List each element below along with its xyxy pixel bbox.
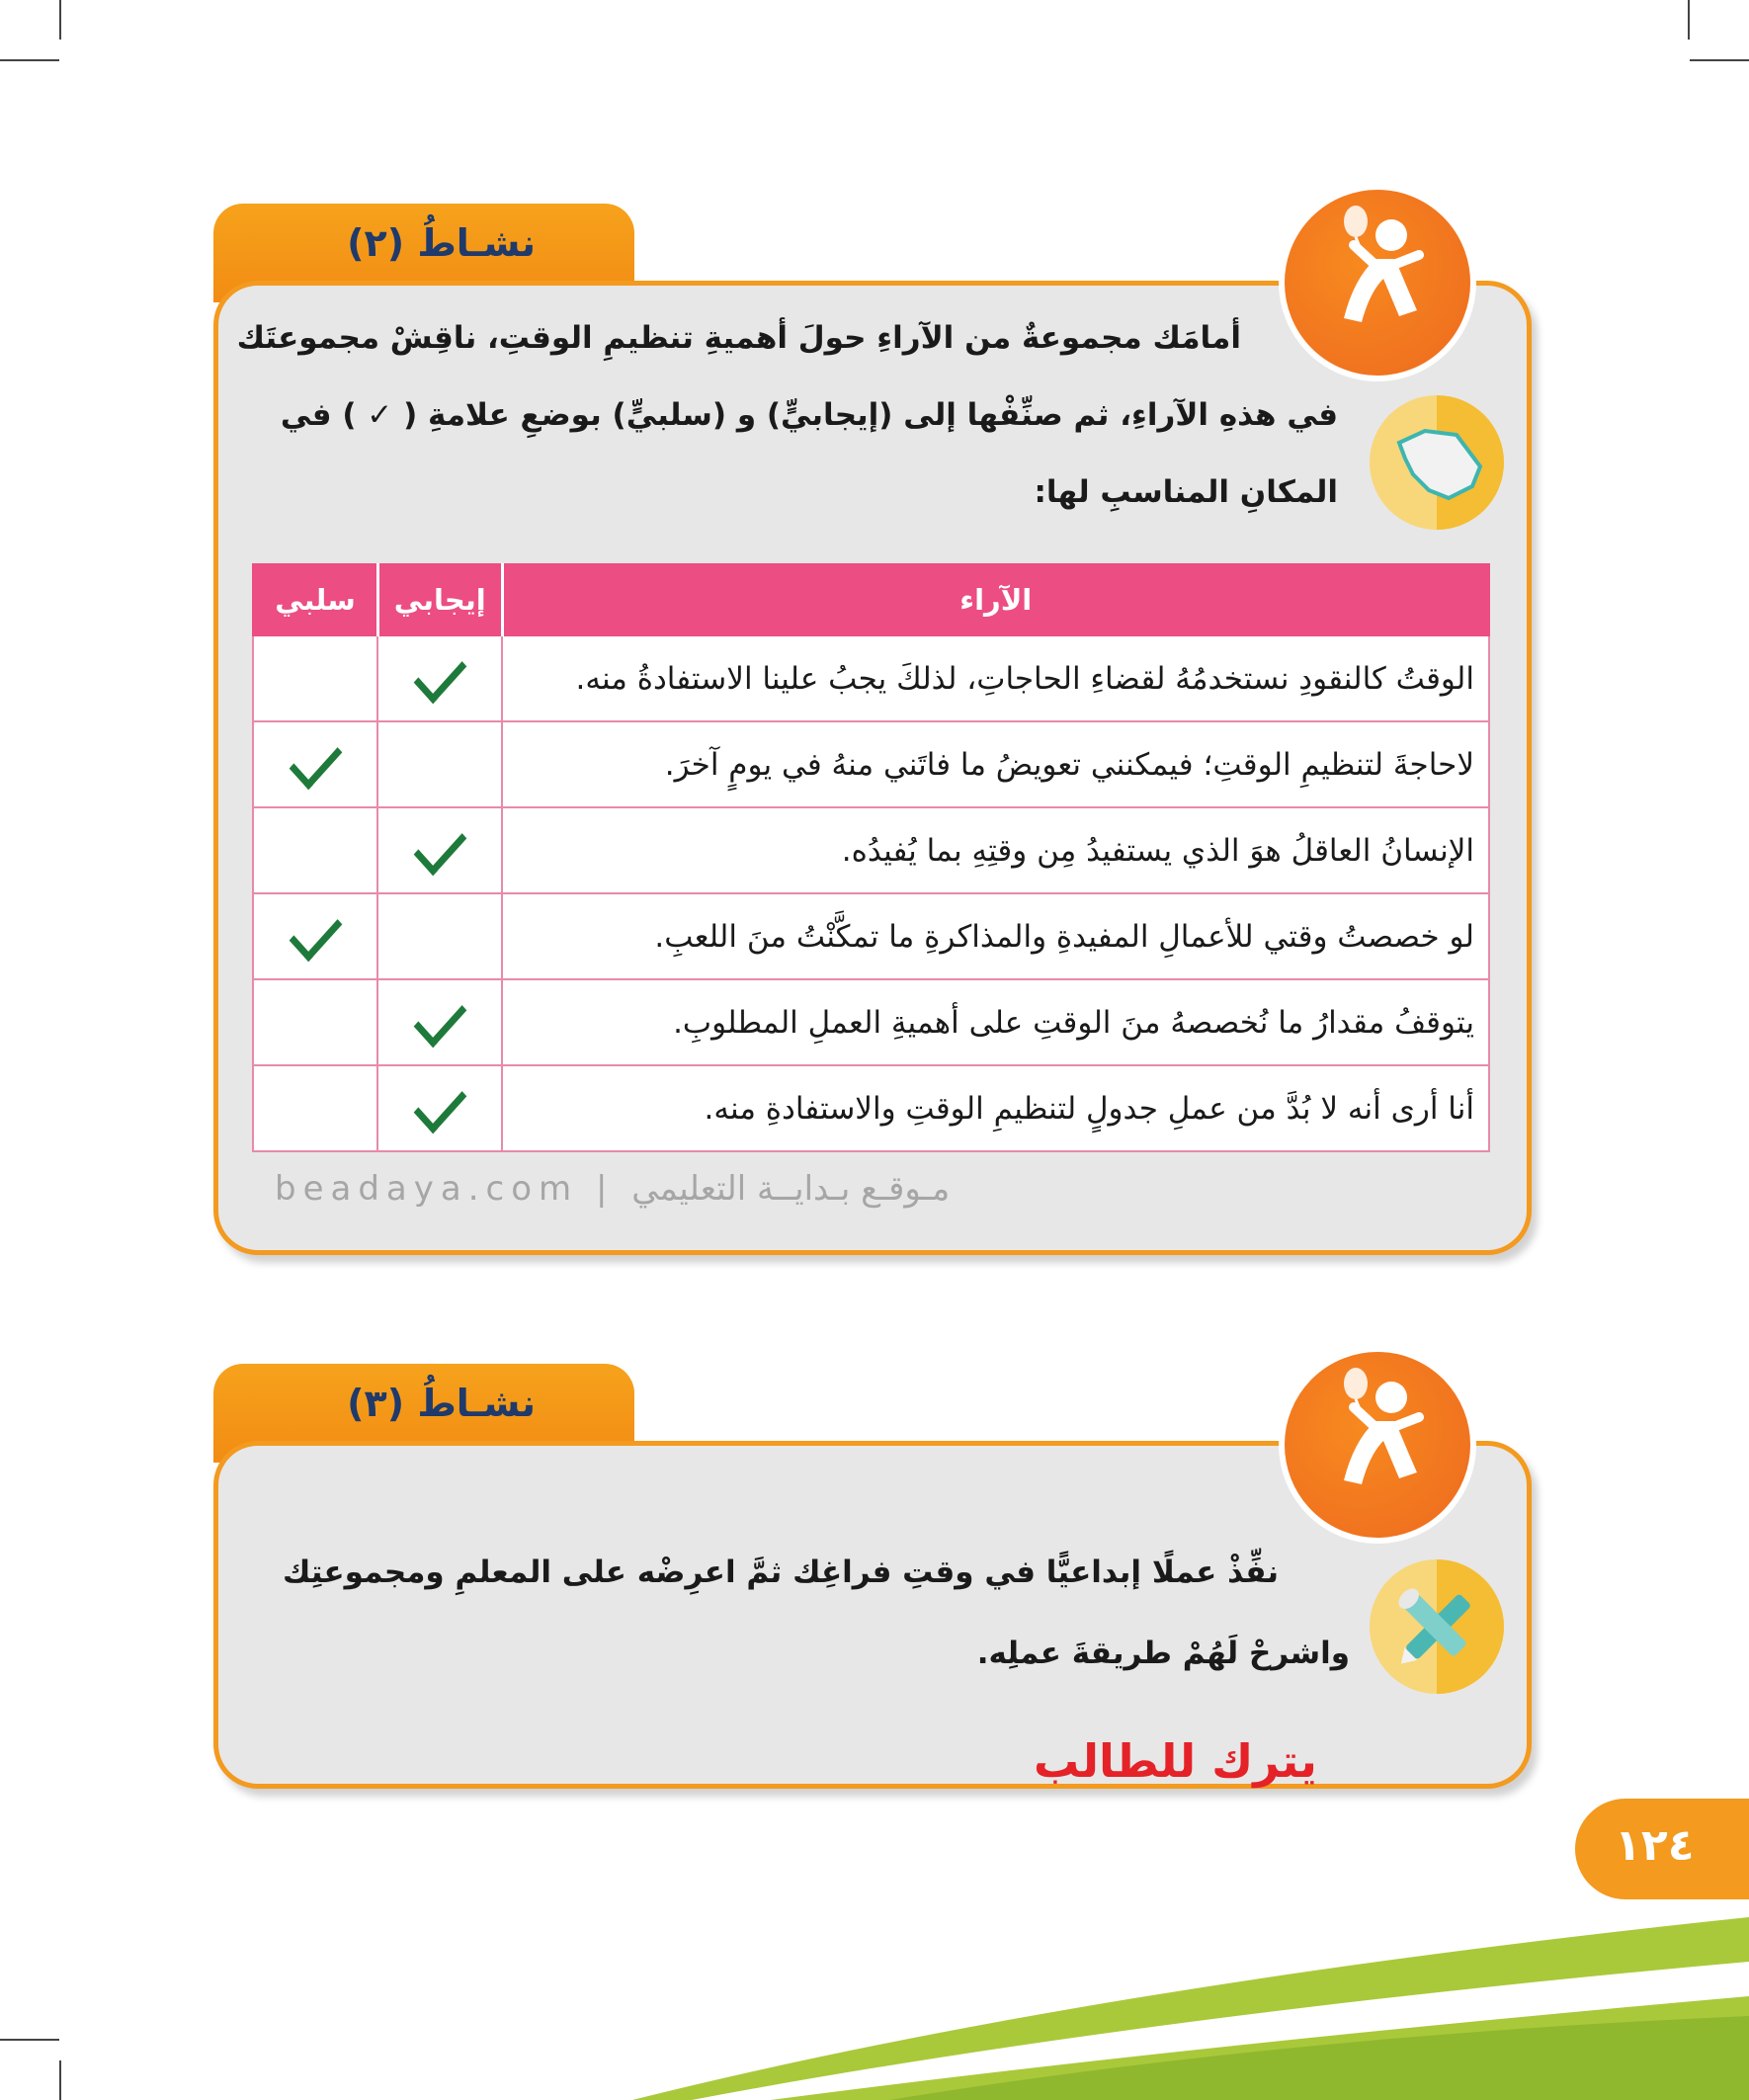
instruction-line: نفِّذْ عملًا إبداعيًّا في وقتِ فراغِك ثمَّ اعرِضْه على المعلمِ ومجموعتِك — [282, 1554, 1279, 1590]
table-header-row — [253, 564, 1489, 635]
table-row — [253, 893, 1489, 979]
positive-cell[interactable] — [377, 807, 502, 893]
watermark-text: beadaya.com | مـوقـع بـدايــة التعليمي — [275, 1169, 951, 1209]
table-row — [253, 1065, 1489, 1151]
positive-cell[interactable] — [377, 979, 502, 1065]
opinion-text: يتوقفُ مقدارُ ما نُخصصهُ منَ الوقتِ على أهميةِ العملِ المطلوبِ. — [502, 979, 1489, 1065]
crop-mark — [1688, 0, 1690, 40]
check-icon — [289, 902, 342, 962]
instruction-line: واشرحْ لَهُمْ طريقةَ عملِه. — [976, 1636, 1350, 1671]
column-header-negative: سلبي — [253, 564, 377, 635]
opinion-text: الإنسانُ العاقلُ هوَ الذي يستفيدُ مِن وقتِهِ بما يُفيدُه. — [502, 807, 1489, 893]
negative-cell[interactable] — [253, 893, 377, 979]
negative-cell[interactable] — [253, 1065, 377, 1151]
table-row — [253, 807, 1489, 893]
negative-cell[interactable] — [253, 979, 377, 1065]
page-number-tab — [1575, 1799, 1749, 1899]
pencil-tools-icon — [1370, 1559, 1504, 1694]
check-icon — [413, 816, 466, 876]
child-with-balloon-icon — [1279, 184, 1476, 381]
instruction-line: في هذهِ الآراءِ، ثم صنِّفْها إلى (إيجابيٍّ) و (سلبيٍّ) بوضعِ علامةِ ( ✓ ) في — [280, 397, 1338, 433]
crop-mark — [0, 59, 59, 61]
saudi-map-icon — [1370, 395, 1504, 530]
check-icon — [413, 644, 466, 704]
positive-cell[interactable] — [377, 635, 502, 721]
check-icon — [413, 1074, 466, 1134]
negative-cell[interactable] — [253, 807, 377, 893]
check-icon — [413, 988, 466, 1048]
negative-cell[interactable] — [253, 635, 377, 721]
positive-cell[interactable] — [377, 721, 502, 807]
table-row — [253, 635, 1489, 721]
negative-cell[interactable] — [253, 721, 377, 807]
positive-cell[interactable] — [377, 893, 502, 979]
answer-note: يترك للطالب — [1034, 1734, 1317, 1788]
opinion-text: أنا أرى أنه لا بُدَّ من عملِ جدولٍ لتنظيمِ الوقتِ والاستفادةِ منه. — [502, 1065, 1489, 1151]
table-row — [253, 721, 1489, 807]
check-icon — [289, 730, 342, 790]
column-header-positive: إيجابي — [377, 564, 502, 635]
instruction-line: المكانِ المناسبِ لها: — [1034, 474, 1338, 510]
column-header-opinions: الآراء — [502, 564, 1489, 635]
opinion-text: الوقتُ كالنقودِ نستخدمُهُ لقضاءِ الحاجاتِ، لذلكَ يجبُ علينا الاستفادةُ منه. — [502, 635, 1489, 721]
page-number: ١٢٤ — [1615, 1820, 1695, 1871]
opinions-table — [252, 563, 1490, 1152]
activity3-instructions — [265, 1532, 1350, 1694]
positive-cell[interactable] — [377, 1065, 502, 1151]
crop-mark — [1690, 59, 1749, 61]
table-row — [253, 979, 1489, 1065]
activity2-instructions — [236, 299, 1338, 531]
crop-mark — [59, 0, 61, 40]
opinion-text: لاحاجةَ لتنظيمِ الوقتِ؛ فيمكنني تعويضُ ما فاتَني منهُ في يومٍ آخرَ. — [502, 721, 1489, 807]
activity2-title: نشـاطُ (٢) — [347, 221, 536, 265]
instruction-line: أمامَك مجموعةٌ من الآراءِ حولَ أهميةِ تنظيمِ الوقتِ، ناقِشْ مجموعتَك — [236, 320, 1241, 356]
activity3-title: نشـاطُ (٣) — [347, 1382, 536, 1425]
child-with-balloon-icon — [1279, 1346, 1476, 1544]
opinion-text: لو خصصتُ وقتي للأعمالِ المفيدةِ والمذاكرةِ ما تمكَّنْتُ منَ اللعبِ. — [502, 893, 1489, 979]
decorative-swoosh — [0, 1907, 1749, 2100]
